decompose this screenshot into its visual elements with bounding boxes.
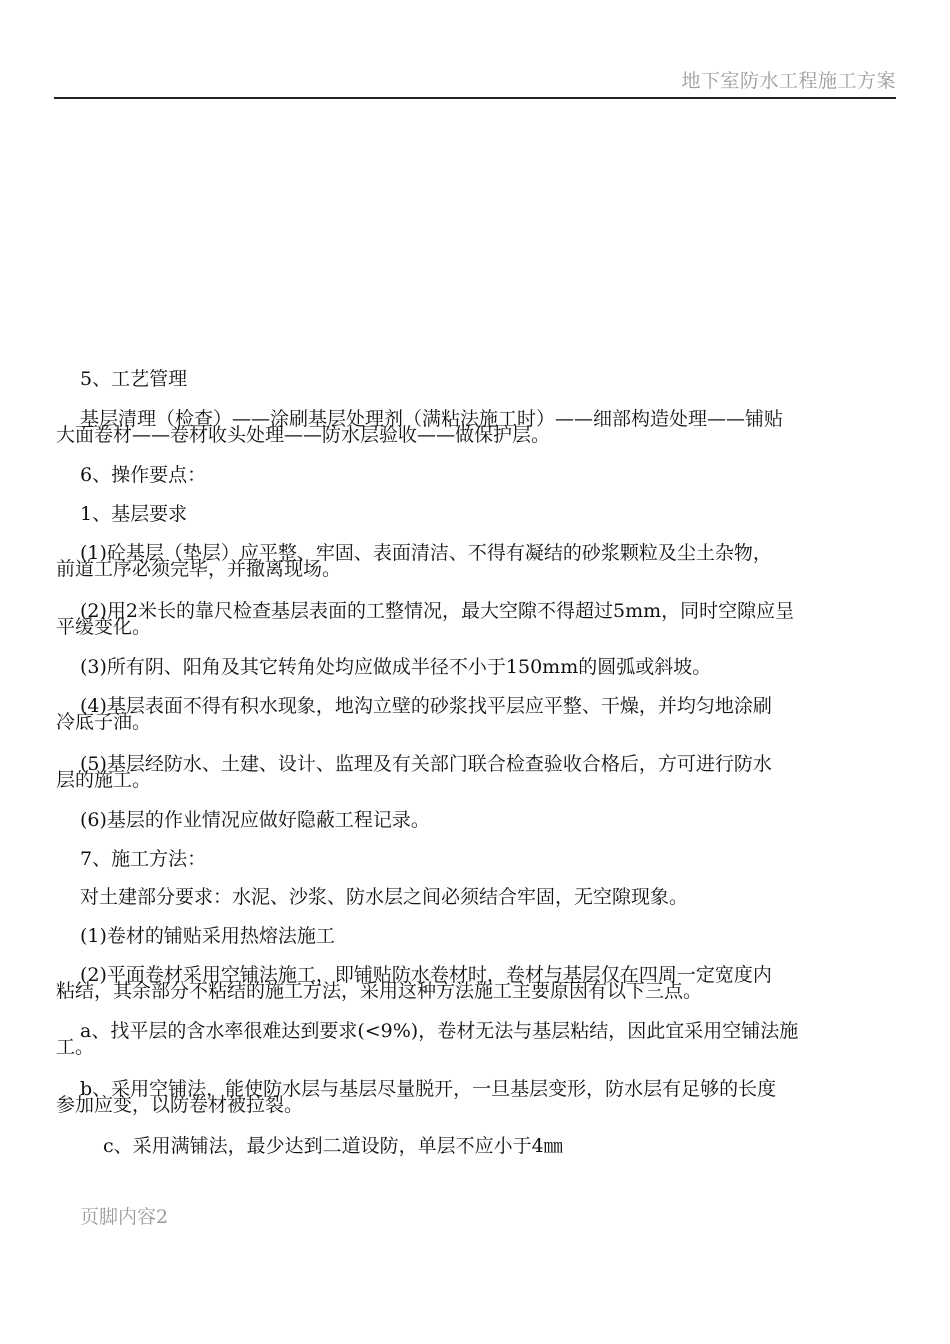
base-req-item-2-line-1: (2)用2米长的靠尺检查基层表面的工整情况，最大空隙不得超过5mm，同时空隙应呈 xyxy=(80,600,795,622)
base-req-item-2 xyxy=(56,600,900,638)
page-header-title: 地下室防水工程施工方案 xyxy=(681,70,896,92)
section-heading-6: 6、操作要点： xyxy=(80,464,207,486)
base-req-item-6: (6)基层的作业情况应做好隐蔽工程记录。 xyxy=(80,809,430,831)
page-footer: 页脚内容2 xyxy=(80,1206,169,1228)
reason-b-line-1: b、采用空铺法，能使防水层与基层尽量脱开，一旦基层变形，防水层有足够的长度 xyxy=(80,1078,777,1100)
method-item-1: (1)卷材的铺贴采用热熔法施工 xyxy=(80,925,335,947)
base-req-item-4-line-1: (4)基层表面不得有积水现象，地沟立壁的砂浆找平层应平整、干燥，并均匀地涂刷 xyxy=(80,695,772,717)
civil-requirements: 对土建部分要求：水泥、沙浆、防水层之间必须结合牢固，无空隙现象。 xyxy=(80,886,689,908)
process-paragraph xyxy=(56,408,900,446)
method-item-2-line-2: 粘结，其余部分不粘结的施工方法，采用这种方法施工主要原因有以下三点。 xyxy=(56,980,703,1002)
base-req-item-4 xyxy=(56,695,900,733)
base-req-item-1 xyxy=(56,542,900,580)
reason-a-line-1: a、找平层的含水率很难达到要求(<9%)，卷材无法与基层粘结，因此宜采用空铺法施 xyxy=(80,1020,799,1042)
section-heading-5: 5、工艺管理 xyxy=(80,368,188,390)
base-req-item-1-line-2: 前道工序必须完毕，并撤离现场。 xyxy=(56,558,342,580)
subheading-base-requirements: 1、基层要求 xyxy=(80,503,188,525)
reason-a-line-2: 工。 xyxy=(56,1036,95,1058)
process-line-1: 基层清理（检查）——涂刷基层处理剂（满粘法施工时）——细部构造处理——铺贴 xyxy=(80,408,784,430)
reason-a xyxy=(56,1020,900,1058)
base-req-item-5-line-1: (5)基层经防水、土建、设计、监理及有关部门联合检查验收合格后，方可进行防水 xyxy=(80,753,772,775)
process-line-2: 大面卷材——卷材收头处理——防水层验收——做保护层。 xyxy=(56,424,551,446)
base-req-item-3: (3)所有阴、阳角及其它转角处均应做成半径不小于150mm的圆弧或斜坡。 xyxy=(80,656,712,678)
base-req-item-5-line-2: 层的施工。 xyxy=(56,769,152,791)
base-req-item-5 xyxy=(56,753,900,791)
section-heading-7: 7、施工方法： xyxy=(80,848,207,870)
base-req-item-2-line-2: 平缓变化。 xyxy=(56,616,152,638)
base-req-item-4-line-2: 冷底子油。 xyxy=(56,711,152,733)
reason-b-line-2: 参加应变，以防卷材被拉裂。 xyxy=(56,1094,304,1116)
reason-c: c、采用满铺法，最少达到二道设防，单层不应小于4㎜ xyxy=(103,1135,563,1157)
reason-b xyxy=(56,1078,900,1116)
header-divider xyxy=(54,97,896,99)
method-item-2-line-1: (2)平面卷材采用空铺法施工，即铺贴防水卷材时，卷材与基层仅在四周一定宽度内 xyxy=(80,964,772,986)
base-req-item-1-line-1: (1)砼基层（垫层）应平整、牢固、表面清洁、不得有凝结的砂浆颗粒及尘土杂物， xyxy=(80,542,772,564)
method-item-2 xyxy=(56,964,900,1002)
